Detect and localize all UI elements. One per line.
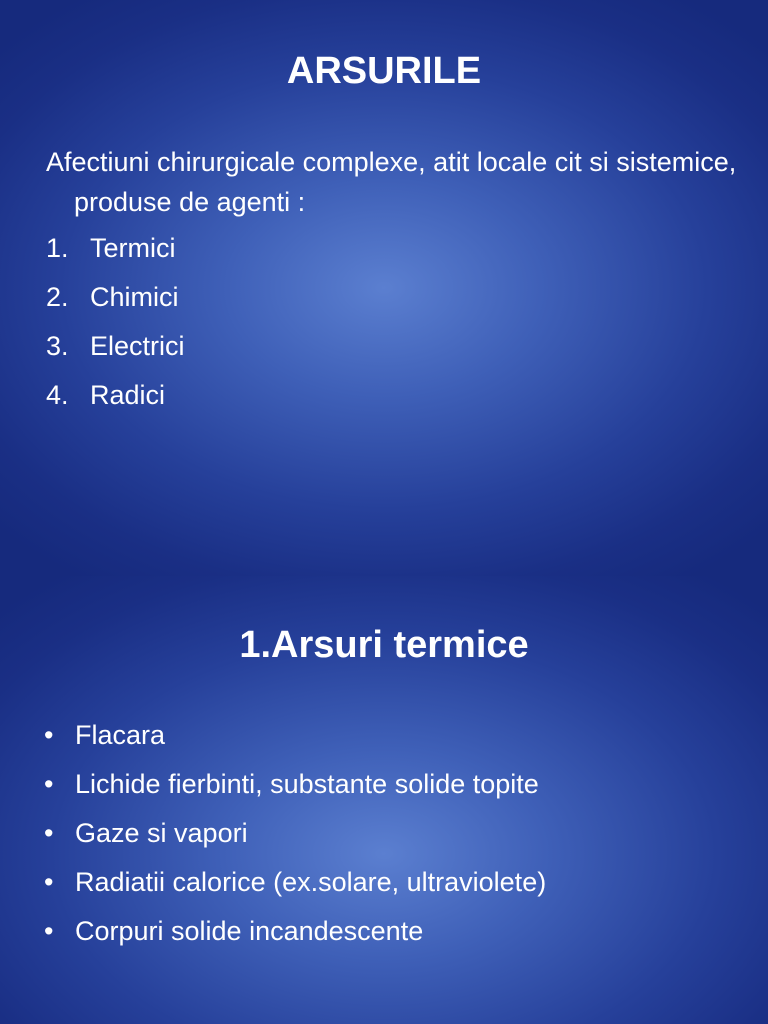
list-item-text: Lichide fierbinti, substante solide topite <box>75 769 539 799</box>
list-item <box>46 326 185 375</box>
list-item <box>46 228 185 277</box>
slide-title: ARSURILE <box>286 50 482 92</box>
bullet-icon: • <box>44 916 54 946</box>
list-item-number: 2. <box>46 282 69 312</box>
list-item-text: Gaze si vapori <box>75 818 248 848</box>
list-item-number: 1. <box>46 233 69 263</box>
bullet-icon: • <box>44 818 54 848</box>
list-item-text: Chimici <box>90 282 179 312</box>
slide-2 <box>0 576 768 1024</box>
bullet-icon: • <box>44 720 54 750</box>
list-item <box>46 375 185 424</box>
list-item-text: Termici <box>90 233 176 263</box>
list-item-text: Flacara <box>75 720 166 750</box>
list-item <box>44 910 546 959</box>
list-item-text: Electrici <box>90 331 185 361</box>
list-item-number: 3. <box>46 331 69 361</box>
list-item-number: 4. <box>46 380 69 410</box>
list-item <box>44 714 546 763</box>
list-item-text: Corpuri solide incandescente <box>75 916 424 946</box>
list-item <box>44 763 546 812</box>
list-item-text: Radici <box>90 380 166 410</box>
slide-intro-text: Afectiuni chirurgicale complexe, atit locale cit si sistemice, produse de agenti : <box>46 147 737 217</box>
bullet-list <box>44 714 546 959</box>
list-item <box>44 861 546 910</box>
list-item-text: Radiatii calorice (ex.solare, ultraviolete) <box>75 867 547 897</box>
slide-title: 1.Arsuri termice <box>239 624 529 666</box>
bullet-icon: • <box>44 769 54 799</box>
list-item <box>44 812 546 861</box>
list-item <box>46 277 185 326</box>
numbered-list <box>46 228 185 424</box>
bullet-icon: • <box>44 867 54 897</box>
